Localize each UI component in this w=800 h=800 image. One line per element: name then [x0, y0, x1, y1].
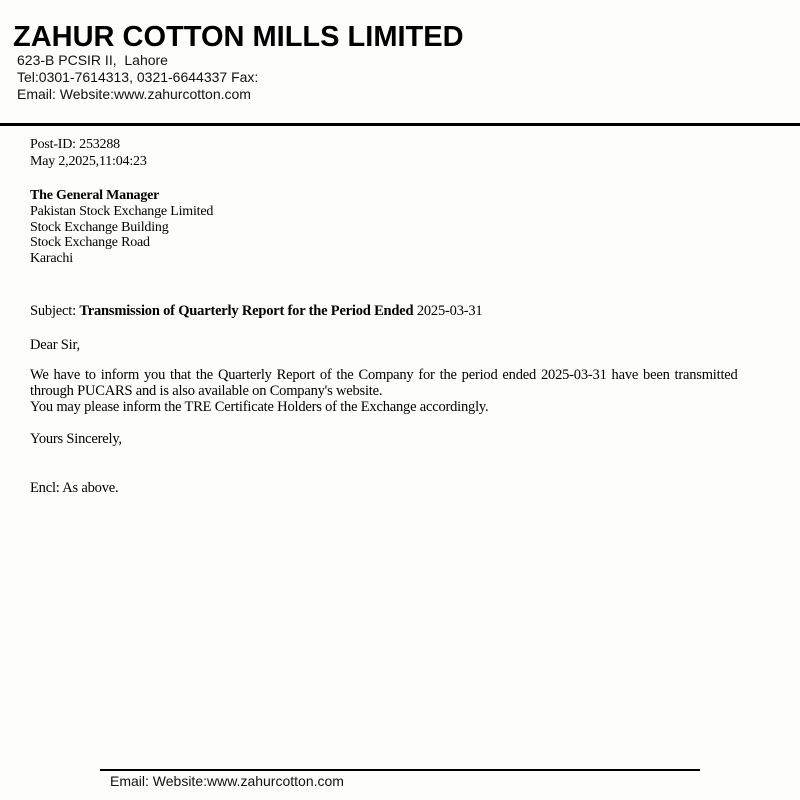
header-email-line: Email: Website:www.zahurcotton.com [17, 86, 251, 102]
post-id: Post-ID: 253288 [30, 137, 120, 152]
paragraph-line: through PUCARS and is also available on Company's website. [30, 383, 383, 400]
post-datetime: May 2,2025,11:04:23 [30, 153, 147, 169]
recipient-line: Stock Exchange Building [30, 219, 169, 235]
company-name: ZAHUR COTTON MILLS LIMITED [13, 21, 464, 53]
post-meta-block [30, 137, 147, 170]
recipient-line: Pakistan Stock Exchange Limited [30, 203, 214, 219]
subject-label: Subject: [30, 303, 80, 319]
phone-line: Tel:0301-7614313, 0321-6644337 Fax: [17, 69, 259, 85]
body-paragraph [30, 367, 790, 416]
salutation: Dear Sir, [30, 337, 80, 353]
recipient-line: Stock Exchange Road [30, 235, 150, 251]
footer-divider-rule [100, 769, 700, 771]
enclosure-note: Encl: As above. [30, 480, 119, 496]
paragraph-line: We have to inform you that the Quarterly Report of the Company for the period ended 2025-03-31 have been transmitted [30, 367, 738, 383]
subject-line [30, 303, 482, 320]
footer-email-line: Email: Website:www.zahurcotton.com [110, 773, 344, 789]
recipient-title: The General Manager [30, 188, 160, 203]
header-divider-rule [0, 123, 800, 126]
closing: Yours Sincerely, [30, 431, 122, 447]
paragraph-line: You may please inform the TRE Certificate Holders of the Exchange accordingly. [30, 399, 489, 416]
recipient-block [30, 188, 213, 267]
letterhead-address-block [17, 52, 258, 103]
subject-bold-text: Transmission of Quarterly Report for the Period Ended [79, 303, 414, 319]
recipient-line: Karachi [30, 251, 73, 267]
address-line: 623-B PCSIR II, Lahore [17, 52, 168, 68]
subject-date: 2025-03-31 [413, 303, 483, 319]
